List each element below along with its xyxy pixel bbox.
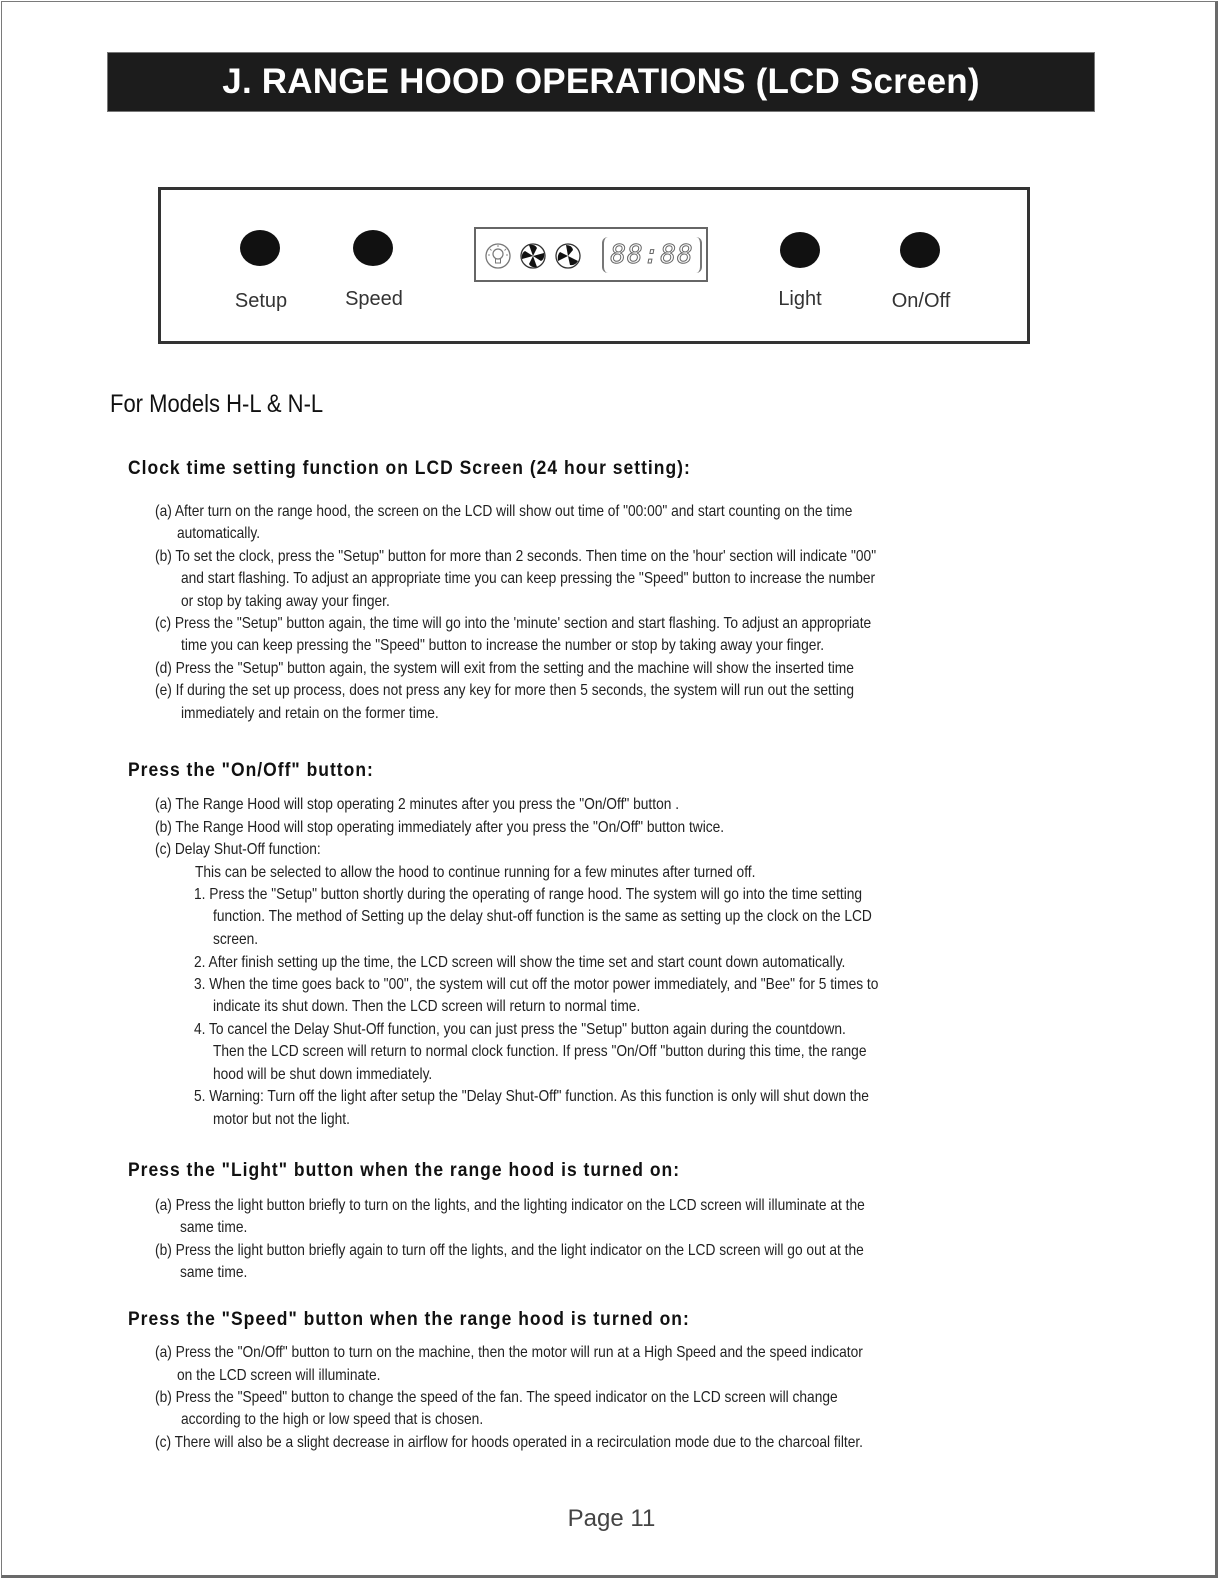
speed-line-c: (c) There will also be a slight decrease in airflow for hoods operated in a recirculation mode due to the charcoal filter. xyxy=(155,1434,863,1451)
clock-line-e2: immediately and retain on the former time. xyxy=(181,705,439,722)
setup-button-label: Setup xyxy=(234,290,288,312)
onoff-button-icon xyxy=(900,232,940,268)
onoff-step4-l3: hood will be shut down immediately. xyxy=(213,1066,433,1083)
speed-line-a2: on the LCD screen will illuminate. xyxy=(177,1367,381,1384)
fan-low-icon xyxy=(554,242,582,270)
onoff-step3-l1: 3. When the time goes back to "00", the system will cut off the motor power immediately, and "Bee" for 5 times to xyxy=(194,976,879,993)
lcd-time-digits: 88:88 xyxy=(602,237,702,273)
page-number: Page 11 xyxy=(567,1505,656,1532)
clock-line-b2: and start flashing. To adjust an appropriate time you can keep pressing the "Speed" button to increase the number xyxy=(181,570,876,587)
light-bulb-icon xyxy=(484,242,512,270)
speed-button-icon xyxy=(353,230,393,266)
section-heading-onoff: Press the "On/Off" button: xyxy=(128,760,374,781)
clock-line-b3: or stop by taking away your finger. xyxy=(181,593,390,610)
onoff-step2: 2. After finish setting up the time, the LCD screen will show the time set and start count down automatically. xyxy=(194,954,846,971)
clock-line-d: (d) Press the "Setup" button again, the system will exit from the setting and the machine will show the inserted time xyxy=(155,660,854,677)
onoff-step1-l2: function. The method of Setting up the delay shut-off function is the same as setting up the clock on the LCD xyxy=(213,908,872,925)
light-line-a1: (a) Press the light button briefly to turn on the lights, and the lighting indicator on the LCD screen will illuminate at the xyxy=(155,1197,865,1214)
onoff-step5-l1: 5. Warning: Turn off the light after setup the "Delay Shut-Off" function. As this function is only will shut down the xyxy=(194,1088,869,1105)
clock-line-a2: automatically. xyxy=(177,525,261,542)
speed-button-label: Speed xyxy=(345,288,403,310)
control-panel-diagram xyxy=(158,187,1030,344)
section-heading-speed: Press the "Speed" button when the range hood is turned on: xyxy=(128,1309,690,1330)
onoff-button-label: On/Off xyxy=(891,290,951,312)
onoff-step3-l2: indicate its shut down. Then the LCD screen will return to normal time. xyxy=(213,998,641,1015)
light-line-b2: same time. xyxy=(180,1264,248,1281)
clock-line-e1: (e) If during the set up process, does not press any key for more then 5 seconds, the system will run out the setting xyxy=(155,682,855,699)
fan-high-icon xyxy=(519,242,547,270)
clock-line-a1: (a) After turn on the range hood, the screen on the LCD will show out time of "00:00" and start counting on the time xyxy=(155,503,853,520)
onoff-line-b: (b) The Range Hood will stop operating immediately after you press the "On/Off" button twice. xyxy=(155,819,725,836)
section-heading-light: Press the "Light" button when the range hood is turned on: xyxy=(128,1160,681,1181)
speed-line-b1: (b) Press the "Speed" button to change the speed of the fan. The speed indicator on the LCD screen will change xyxy=(155,1389,838,1406)
onoff-line-c-desc: This can be selected to allow the hood to continue running for a few minutes after turned off. xyxy=(195,864,756,881)
onoff-step5-l2: motor but not the light. xyxy=(213,1111,350,1128)
clock-line-c2: time you can keep pressing the "Speed" button to increase the number or stop by taking away your finger. xyxy=(181,637,825,654)
speed-line-a1: (a) Press the "On/Off" button to turn on the machine, then the motor will run at a High Speed and the speed indicator xyxy=(155,1344,863,1361)
onoff-step4-l1: 4. To cancel the Delay Shut-Off function, you can just press the "Setup" button again during the countdown. xyxy=(194,1021,846,1038)
page-title: J. RANGE HOOD OPERATIONS (LCD Screen) xyxy=(107,52,1095,112)
onoff-step4-l2: Then the LCD screen will return to normal clock function. If press "On/Off "button during this time, the range xyxy=(213,1043,867,1060)
lcd-display xyxy=(474,227,708,282)
onoff-step1-l3: screen. xyxy=(213,931,259,948)
section-heading-clock: Clock time setting function on LCD Screen (24 hour setting): xyxy=(128,458,691,479)
onoff-step1-l1: 1. Press the "Setup" button shortly during the operating of range hood. The system will go into the time setting xyxy=(194,886,863,903)
light-line-b1: (b) Press the light button briefly again to turn off the lights, and the light indicator on the LCD screen will go out at the xyxy=(155,1242,864,1259)
light-line-a2: same time. xyxy=(180,1219,248,1236)
speed-line-b2: according to the high or low speed that is chosen. xyxy=(181,1411,484,1428)
setup-button-icon xyxy=(240,230,280,266)
onoff-line-c: (c) Delay Shut-Off function: xyxy=(155,841,321,858)
light-button-label: Light xyxy=(778,288,822,310)
models-heading: For Models H-L & N-L xyxy=(110,390,324,418)
clock-line-c1: (c) Press the "Setup" button again, the time will go into the 'minute' section and start flashing. To adjust an appropriate xyxy=(155,615,872,632)
onoff-line-a: (a) The Range Hood will stop operating 2 minutes after you press the "On/Off" button . xyxy=(155,796,680,813)
light-button-icon xyxy=(780,232,820,268)
clock-line-b1: (b) To set the clock, press the "Setup" button for more than 2 seconds. Then time on the 'hour' section will indicate "00" xyxy=(155,548,877,565)
